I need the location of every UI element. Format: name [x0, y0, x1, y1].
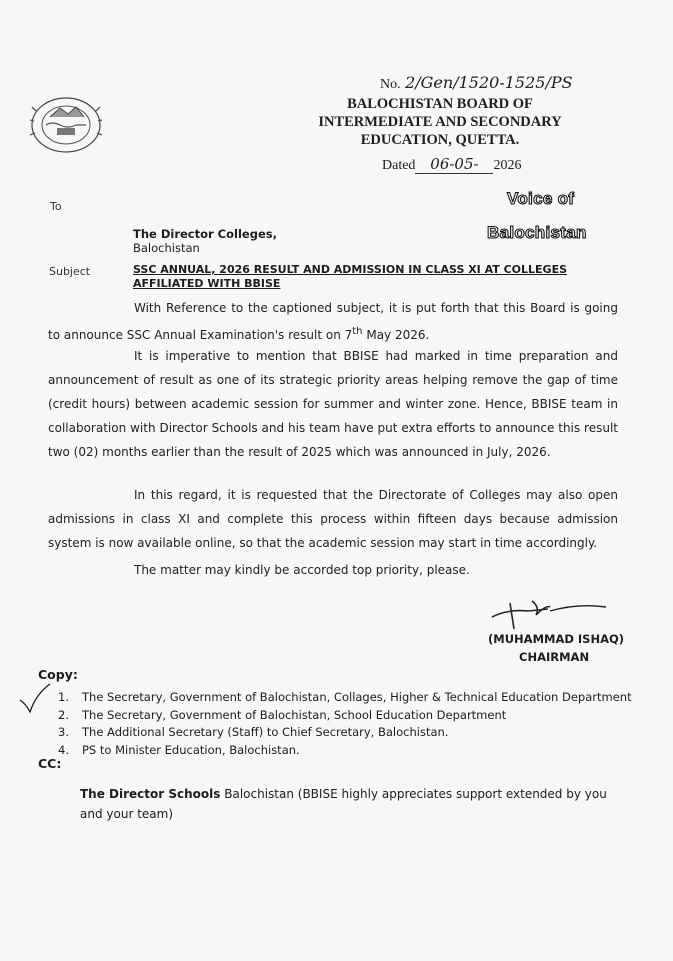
paragraph-1: [48, 296, 618, 347]
paragraph-2: [48, 344, 618, 464]
date-year: 2026: [493, 158, 522, 173]
checkmark-icon: [18, 682, 52, 714]
board-name-line-1: BALOCHISTAN BOARD OF: [347, 96, 533, 112]
date-label: Dated: [382, 158, 416, 173]
board-logo: [30, 95, 102, 155]
addressee-place: Balochistan: [133, 241, 200, 255]
signatory-title: CHAIRMAN: [519, 650, 590, 664]
paragraph-1-text: With Reference to the captioned subject, it is put forth that this Board is going to announce SSC Annual Examination's result on 7: [48, 301, 618, 342]
list-item-text: The Secretary, Government of Balochistan, School Education Department: [82, 707, 507, 722]
list-item-number: 1.: [58, 690, 69, 704]
list-item-number: 4.: [58, 742, 69, 757]
list-item: [58, 742, 632, 760]
copy-list: [58, 689, 632, 759]
to-label: To: [50, 200, 62, 213]
date-line: [382, 155, 521, 174]
subject-label: Subject: [49, 265, 91, 278]
reference-value: 2/Gen/1520-1525/PS: [405, 73, 573, 92]
list-item-text: The Secretary, Government of Balochistan, Collages, Higher & Technical Education Department: [82, 690, 632, 704]
paragraph-4: [48, 558, 618, 582]
cc-recipient: The Director Schools: [80, 787, 221, 801]
list-item: [58, 689, 632, 707]
list-item-text: PS to Minister Education, Balochistan.: [82, 742, 300, 757]
list-item: [58, 707, 632, 725]
addressee-name: The Director Colleges,: [133, 227, 277, 241]
addressee: [133, 227, 277, 255]
subject-value: SSC ANNUAL, 2026 RESULT AND ADMISSION IN CLASS XI AT COLLEGES AFFILIATED WITH BBISE: [133, 263, 568, 290]
stamp-line-2: Balochistan: [487, 223, 587, 242]
stamp-line-1: Voice of: [507, 189, 575, 208]
paragraph-1-sup: th: [352, 326, 363, 337]
paragraph-3: [48, 483, 618, 555]
reference-number: [380, 73, 573, 93]
cc-label: CC:: [38, 756, 62, 771]
list-item-text: The Additional Secretary (Staff) to Chief Secretary, Balochistan.: [82, 725, 449, 739]
paragraph-1-tail: May 2026.: [362, 328, 430, 342]
list-item: [58, 724, 632, 742]
board-name-line-3: EDUCATION, QUETTA.: [360, 132, 520, 148]
cc-text: [80, 784, 620, 824]
date-handwritten: 06-05-: [415, 155, 493, 174]
cc-note: Balochistan (BBISE highly appreciates support extended by you and your team): [80, 787, 607, 821]
list-item-number: 2.: [58, 707, 69, 722]
signatory-name: (MUHAMMAD ISHAQ): [488, 632, 625, 646]
paragraph-2-text: It is imperative to mention that BBISE had marked in time preparation and announcement of result as one of its strategic priority areas helping remove the gap of time (credit hours) between academic session for summer and winter zone. Hence, BBISE team in collaboration with Director Schools and his team have put extra efforts to announce this result two (02) months earlier than the result of 2025 which was announced in July, 2026.: [48, 349, 618, 459]
subject-text: [133, 263, 603, 291]
board-name-line-2: INTERMEDIATE AND SECONDARY: [318, 114, 562, 130]
copy-label: Copy:: [38, 667, 78, 682]
paragraph-4-text: The matter may kindly be accorded top priority, please.: [134, 563, 470, 577]
reference-label: No.: [380, 77, 401, 92]
paragraph-3-text: In this regard, it is requested that the Directorate of Colleges may also open admissions in class XI and complete this process within fifteen days because admission system is now available online, so that the academic session may start in time accordingly.: [48, 488, 618, 550]
list-item-number: 3.: [58, 725, 69, 739]
signature-image: [488, 597, 608, 631]
